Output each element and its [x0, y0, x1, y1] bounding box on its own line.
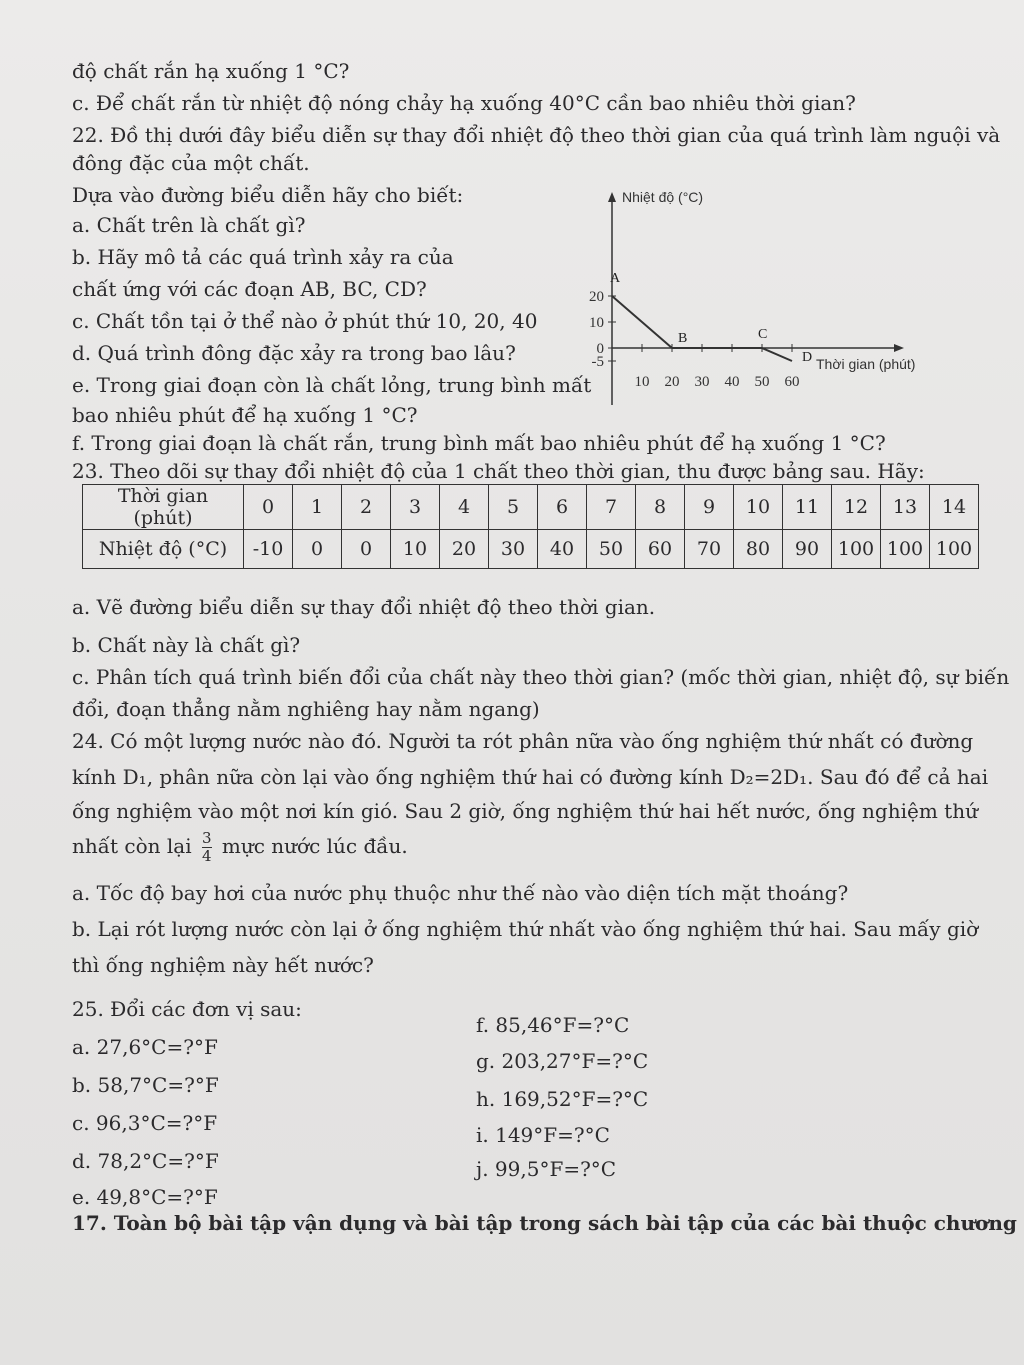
x-tick-label: 10	[634, 374, 650, 390]
q22-d: d. Quá trình đông đặc xảy ra trong bao lâu?	[72, 341, 516, 365]
time-header	[83, 485, 244, 530]
q22-e-cont: bao nhiêu phút để hạ xuống 1 °C?	[72, 403, 418, 427]
q24-line-4-pre: nhất còn lại	[72, 834, 192, 858]
temp-row	[83, 530, 979, 569]
time-cell: 10	[734, 485, 783, 530]
q23-b: b. Chất này là chất gì?	[72, 633, 301, 657]
q22-c: c. Chất tồn tại ở thể nào ở phút thứ 10, 20, 40	[72, 309, 538, 333]
q23-c-cont: đổi, đoạn thẳng nằm nghiêng hay nằm ngang)	[72, 697, 540, 721]
y-tick-label: -5	[591, 354, 604, 370]
temp-cell: 100	[832, 530, 881, 569]
x-tick-label: 20	[664, 374, 680, 390]
q22-b-cont: chất ứng với các đoạn AB, BC, CD?	[72, 277, 427, 301]
point-label-c: C	[758, 327, 768, 342]
q23-title: 23. Theo dõi sự thay đổi nhiệt độ của 1 chất theo thời gian, thu được bảng sau. Hãy:	[72, 459, 925, 483]
conversion-e: e. 49,8°C=?°F	[72, 1185, 218, 1209]
q24-b-cont: thì ống nghiệm này hết nước?	[72, 953, 374, 977]
q23-a: a. Vẽ đường biểu diễn sự thay đổi nhiệt độ theo thời gian.	[72, 595, 656, 619]
conversion-g: g. 203,27°F=?°C	[476, 1049, 649, 1073]
time-cell: 7	[587, 485, 636, 530]
q23-c: c. Phân tích quá trình biến đổi của chất này theo thời gian? (mốc thời gian, nhiệt độ, sự biến	[72, 665, 1010, 689]
conversion-b: b. 58,7°C=?°F	[72, 1073, 219, 1097]
x-axis-arrow	[894, 344, 904, 352]
q24-line-4-post: mực nước lúc đầu.	[221, 834, 408, 858]
q24-line-2: kính D₁, phân nữa còn lại vào ống nghiệm thứ hai có đường kính D₂=2D₁. Sau đó để cả hai	[72, 765, 989, 789]
time-cell: 4	[440, 485, 489, 530]
time-cell: 3	[391, 485, 440, 530]
q22-b: b. Hãy mô tả các quá trình xảy ra của	[72, 245, 454, 269]
conversion-d: d. 78,2°C=?°F	[72, 1149, 219, 1173]
q25-title: 25. Đổi các đơn vị sau:	[72, 997, 302, 1021]
conversion-f: f. 85,46°F=?°C	[476, 1013, 630, 1037]
y-tick-label: 20	[589, 289, 604, 305]
time-cell: 8	[636, 485, 685, 530]
temp-cell: -10	[244, 530, 293, 569]
line-2: c. Để chất rắn từ nhiệt độ nóng chảy hạ xuống 40°C cần bao nhiêu thời gian?	[72, 91, 856, 115]
q24-line-1: 24. Có một lượng nước nào đó. Người ta rót phân nữa vào ống nghiệm thứ nhất có đường	[72, 729, 974, 753]
x-axis-label: Thời gian (phút)	[816, 356, 916, 372]
conversion-i: i. 149°F=?°C	[476, 1123, 610, 1147]
q24-a: a. Tốc độ bay hơi của nước phụ thuộc như thế nào vào diện tích mặt thoáng?	[72, 881, 849, 905]
fraction-three-quarters	[202, 830, 212, 865]
temp-cell: 50	[587, 530, 636, 569]
x-tick-label: 50	[754, 374, 770, 390]
conversion-a: a. 27,6°C=?°F	[72, 1035, 218, 1059]
temp-cell: 30	[489, 530, 538, 569]
q22-e: e. Trong giai đoạn còn là chất lỏng, trung bình mất	[72, 373, 592, 397]
time-header-line-2: (phút)	[133, 507, 193, 529]
time-cell: 12	[832, 485, 881, 530]
temp-cell: 0	[293, 530, 342, 569]
q22-f: f. Trong giai đoạn là chất rắn, trung bình mất bao nhiêu phút để hạ xuống 1 °C?	[72, 431, 886, 455]
x-tick-label: 60	[784, 374, 800, 390]
fraction-numerator: 3	[201, 829, 212, 847]
temp-cell: 100	[881, 530, 930, 569]
q24-line-3: ống nghiệm vào một nơi kín gió. Sau 2 giờ, ống nghiệm thứ hai hết nước, ống nghiệm thứ	[72, 799, 978, 823]
time-cell: 9	[685, 485, 734, 530]
temperature-table	[82, 484, 979, 569]
temp-header: Nhiệt độ (°C)	[83, 530, 244, 569]
temp-cell: 20	[440, 530, 489, 569]
q22-line-3: Dựa vào đường biểu diễn hãy cho biết:	[72, 183, 464, 207]
point-label-b: B	[678, 331, 688, 346]
point-label-d: D	[802, 350, 813, 365]
conversion-c: c. 96,3°C=?°F	[72, 1111, 218, 1135]
temp-cell: 70	[685, 530, 734, 569]
time-cell: 5	[489, 485, 538, 530]
x-tick-label: 40	[724, 374, 740, 390]
point-label-a: A	[610, 271, 621, 286]
temp-cell: 90	[783, 530, 832, 569]
temp-cell: 10	[391, 530, 440, 569]
temp-cell: 60	[636, 530, 685, 569]
time-cell: 11	[783, 485, 832, 530]
line-1: độ chất rắn hạ xuống 1 °C?	[72, 59, 350, 83]
time-cell: 2	[342, 485, 391, 530]
time-cell: 0	[244, 485, 293, 530]
time-cell: 14	[930, 485, 979, 530]
q22-line-2: đông đặc của một chất.	[72, 151, 310, 175]
temp-cell: 100	[930, 530, 979, 569]
temp-cell: 40	[538, 530, 587, 569]
time-header-line-1: Thời gian	[117, 485, 209, 507]
q24-line-4	[72, 830, 408, 865]
x-tick-label: 30	[694, 374, 710, 390]
q17-line: 17. Toàn bộ bài tập vận dụng và bài tập trong sách bài tập của các bài thuộc chương	[72, 1211, 1017, 1235]
temp-cell: 80	[734, 530, 783, 569]
conversion-j: j. 99,5°F=?°C	[476, 1157, 617, 1181]
temperature-time-chart	[570, 180, 970, 410]
time-cell: 6	[538, 485, 587, 530]
q22-line-1: 22. Đồ thị dưới đây biểu diễn sự thay đổi nhiệt độ theo thời gian của quá trình làm nguội và	[72, 123, 1001, 147]
time-row	[83, 485, 979, 530]
y-tick-label: 10	[589, 315, 604, 331]
time-cell: 1	[293, 485, 342, 530]
y-axis-arrow	[608, 192, 616, 202]
temp-cell: 0	[342, 530, 391, 569]
y-tick-label: 0	[596, 341, 604, 357]
fraction-denominator: 4	[201, 847, 212, 865]
q24-b: b. Lại rót lượng nước còn lại ở ống nghiệm thứ nhất vào ống nghiệm thứ hai. Sau mấy giờ	[72, 917, 979, 941]
q22-a: a. Chất trên là chất gì?	[72, 213, 306, 237]
y-axis-label: Nhiệt độ (°C)	[622, 189, 704, 205]
time-cell: 13	[881, 485, 930, 530]
conversion-h: h. 169,52°F=?°C	[476, 1087, 649, 1111]
